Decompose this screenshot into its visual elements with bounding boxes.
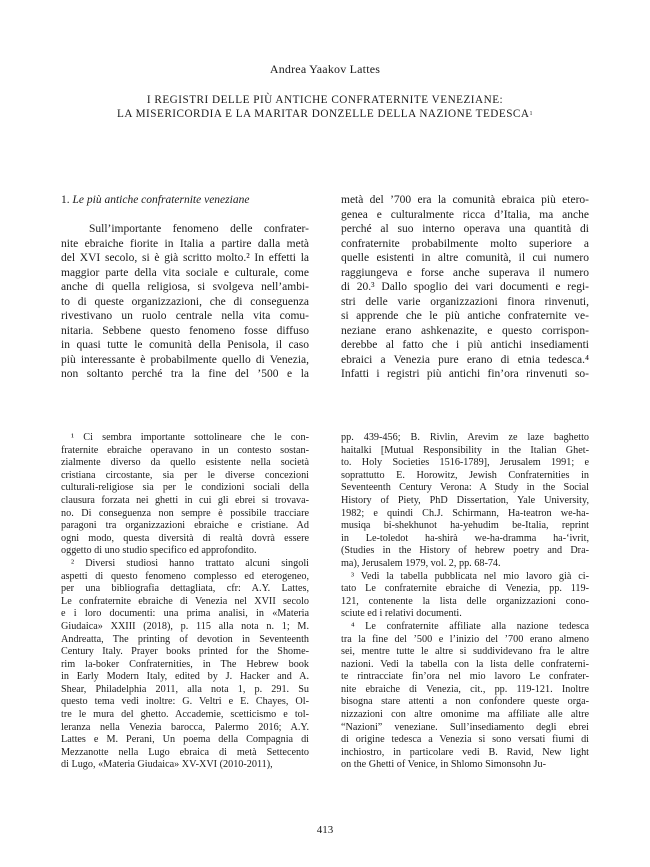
text-line: Lattes e M. Perani, Un poema della Compagnia di (61, 734, 309, 746)
text-line: Century Italy. Prayer books printed for the Shome- (61, 646, 309, 658)
text-line: “Nazioni” veneziane. Sull’insediamento degli ebrei (341, 721, 589, 733)
text-line: aspetti di questo fenomeno complesso ed eterogeneo, (61, 570, 309, 582)
text-line: leranza nella Venezia barocca, Palermo 2016; A.Y. (61, 721, 309, 733)
text-line: Giudaica» XXIII (2018), p. 115 alla nota n. 1; M. (61, 620, 309, 632)
text-line: neziane erano ashkenazite, e questo corrispon- (341, 324, 589, 337)
text-line: on the Ghetti of Venice, in Shlomo Simonsohn Ju- (341, 759, 546, 771)
text-line: nazioni. Vedi la tabella con la lista delle confraterni- (341, 658, 589, 670)
text-line: ma), Jerusalem 1979, vol. 2, pp. 68-74. (341, 557, 501, 569)
author-name: Andrea Yaakov Lattes (269, 62, 381, 76)
section-heading (61, 193, 249, 208)
text-line: in quasi tutte le comunità della Penisola, il caso (61, 339, 309, 351)
text-line: 1982; e quindi Ch.J. Schirmann, Ha-teatron we-ha- (341, 507, 589, 519)
text-line: sei, mentre tutte le altre si suddividevano fra le altre (341, 646, 589, 658)
title-footnote-marker: 1 (529, 111, 533, 117)
section-title: Le più antiche confraternite veneziane (72, 194, 250, 206)
text-line: di Lugo, «Materia Giudaica» XV-XVI (2010-2011), (61, 759, 273, 771)
text-line: clausura forzata nei ghetti in cui gli ebrei si trovava- (61, 494, 309, 506)
text-line: ogni modo, questa diversità di realtà dovrà essere (61, 532, 309, 544)
text-line: nizzazioni con altre omonime ma affiliate alle altre (341, 709, 589, 721)
text-line: soprattutto E. Horowitz, Jewish Confraternities in (341, 469, 589, 481)
text-line: Mezzanotte nella Lugo ebraica di metà Settecento (61, 746, 309, 758)
text-line: per una bibliografia dettagliata, cfr: A.Y. Lattes, (61, 583, 309, 595)
text-line: culturali-religiose sia per le condizioni sociali della (61, 482, 309, 494)
text-line: inchiostro, in particolare vedi B. Ravid, New light (341, 746, 589, 758)
page-number: 413 (316, 824, 334, 836)
text-line: Seventeenth Century Verona: A Study in the Social (341, 482, 589, 494)
footnotes-column-right (341, 432, 589, 772)
text-line: questo tema vedi inoltre: G. Veltri e E. Chayes, Ol- (61, 696, 309, 708)
text-line: genea e culturalmente ricca d’Italia, ma anche (341, 208, 589, 221)
text-line: in Early Modern Italy, edited by J. Hacker and A. (61, 671, 309, 683)
text-line: bisogna stare attenti a non confondere queste orga- (341, 696, 589, 708)
text-line: cristiana circostante, sia per le diverse concezioni (61, 469, 309, 481)
text-line: rim la-boker Confraternities, in The Hebrew book (61, 658, 309, 670)
text-line: tato Le confraternite ebraiche di Venezia, pp. 119- (341, 583, 589, 595)
text-line: pp. 439-456; B. Rivlin, Arevim ze laze baghetto (341, 432, 589, 443)
title-line-2 (40, 107, 610, 121)
text-line: no. Di conseguenza non sempre è possibile tracciare (61, 507, 309, 519)
text-line: perché al suo interno operava una quantità di (341, 223, 589, 235)
text-line: zialmente diverso da quello esistente nella società (61, 457, 309, 469)
article-title (40, 93, 610, 121)
text-line: ³ Vedi la tabella pubblicata nel mio lavoro già ci- (351, 570, 589, 582)
text-line: oggetto di uno studio specifico ed approfondito. (61, 545, 257, 557)
text-line: Andreatta, The printing of devotion in Seventeenth (61, 633, 309, 645)
text-line: ² Diversi studiosi hanno trattato alcuni singoli (71, 557, 309, 569)
text-line: te rintracciate fin’ora nel mio lavoro Le confrater- (341, 671, 589, 683)
text-line: ebraici a Venezia pure erano di etnia tedesca.⁴ (341, 353, 589, 366)
text-line: haitalki [Mutual Responsibility in the Italian Ghet- (341, 444, 589, 456)
text-line: Infatti i registri più antichi fin’ora rinvenuti so- (341, 368, 589, 380)
text-line: ¹ Ci sembra importante sottolineare che le con- (71, 432, 309, 443)
text-line: paragoni tra organizzazioni ebraiche e cristiane. Ad (61, 520, 309, 532)
text-line: musiqa bi-shekhunot ha-yehudim be-Italia, reprint (341, 520, 589, 532)
text-line: si apprende che le più antiche confraternite ve- (341, 310, 589, 322)
body-column-left (61, 222, 309, 382)
text-line: stri delle varie organizzazioni finora rinvenuti, (341, 295, 589, 308)
text-line: maggior parte della vita sociale e culturale, come (61, 266, 309, 279)
text-line: più interessante è probabilmente quello di Venezia, (61, 353, 309, 366)
text-line: (Studies in the History of hebrew poetry and Dra- (341, 545, 589, 557)
section-number: 1. (61, 194, 70, 206)
text-line: History of Piety, PhD Dissertation, Yale University, (341, 494, 589, 506)
text-line: tra la fine del ’500 e l’inizio del ’700 erano almeno (341, 633, 589, 645)
text-line: anche di quella religiosa, si svolgeva nell’ambi- (61, 281, 309, 293)
footnotes-column-left (61, 432, 309, 772)
title-line-1: I REGISTRI DELLE PIÙ ANTICHE CONFRATERNITE VENEZIANE: (146, 94, 504, 106)
text-line: sciute ed i relativi documenti. (341, 608, 462, 620)
text-line: ⁴ Le confraternite affiliate alla nazione tedesca (351, 620, 589, 632)
text-line: nite ebraiche di Venezia, cit., pp. 119-121. Inoltre (341, 683, 589, 695)
text-line: tre le mura del ghetto. Accademie, scetticismo e tol- (61, 709, 309, 721)
text-line: to. Holy Societies 1516-1789], Jerusalem 1991; e (341, 457, 589, 469)
title-line-2-text: LA MISERICORDIA E LA MARITAR DONZELLE DELLA NAZIONE TEDESCA (117, 108, 530, 120)
text-line: to di queste organizzazioni, che di conseguenza (61, 295, 309, 308)
text-line: non soltanto perché tra la fine del ’500 e la (61, 368, 309, 380)
text-line: di 20.³ Dallo spoglio dei vari documenti e regi- (341, 281, 589, 293)
text-line: del XVI secolo, si è già scritto molto.² In effetti la (61, 252, 309, 264)
text-line: metà del ’700 era la comunità ebraica più etero- (341, 194, 589, 206)
text-line: fraternite ebraiche operavano in un contesto sostan- (61, 444, 309, 456)
text-line: nite ebraiche fiorite in Italia a partire dalla metà (61, 237, 309, 250)
text-line: e i loro documenti: una prima analisi, in «Materia (61, 608, 309, 620)
text-line: derebbe al fatto che i più antichi insediamenti (341, 339, 589, 351)
text-line: Shear, Philadelphia 2011, alla nota 1, p. 291. Su (61, 683, 309, 695)
text-line: 121, contenente la lista delle organizzazioni cono- (341, 595, 589, 607)
text-line: confraternite probabilmente molto superiore a (341, 237, 589, 250)
text-line: nitaria. Sebbene questo fenomeno fosse diffuso (61, 324, 309, 337)
text-line: in Le-toledot ha-shirà we-ha-dramma ha-‘ivrit, (341, 532, 589, 544)
body-column-right (341, 193, 589, 382)
text-line: Le confraternite ebraiche di Venezia nel XVII secolo (61, 595, 309, 607)
text-line: raggiungeva e forse anche superava il numero (341, 266, 589, 279)
text-line: di origine tedesca a Venezia si sono versati fiumi di (341, 734, 589, 746)
text-line: Sull’importante fenomeno delle confrater- (89, 223, 309, 235)
text-line: quelle esistenti in altre comunità, il cui numero (341, 252, 589, 264)
text-line: rivestivano un ruolo centrale nella vita comu- (61, 310, 309, 322)
